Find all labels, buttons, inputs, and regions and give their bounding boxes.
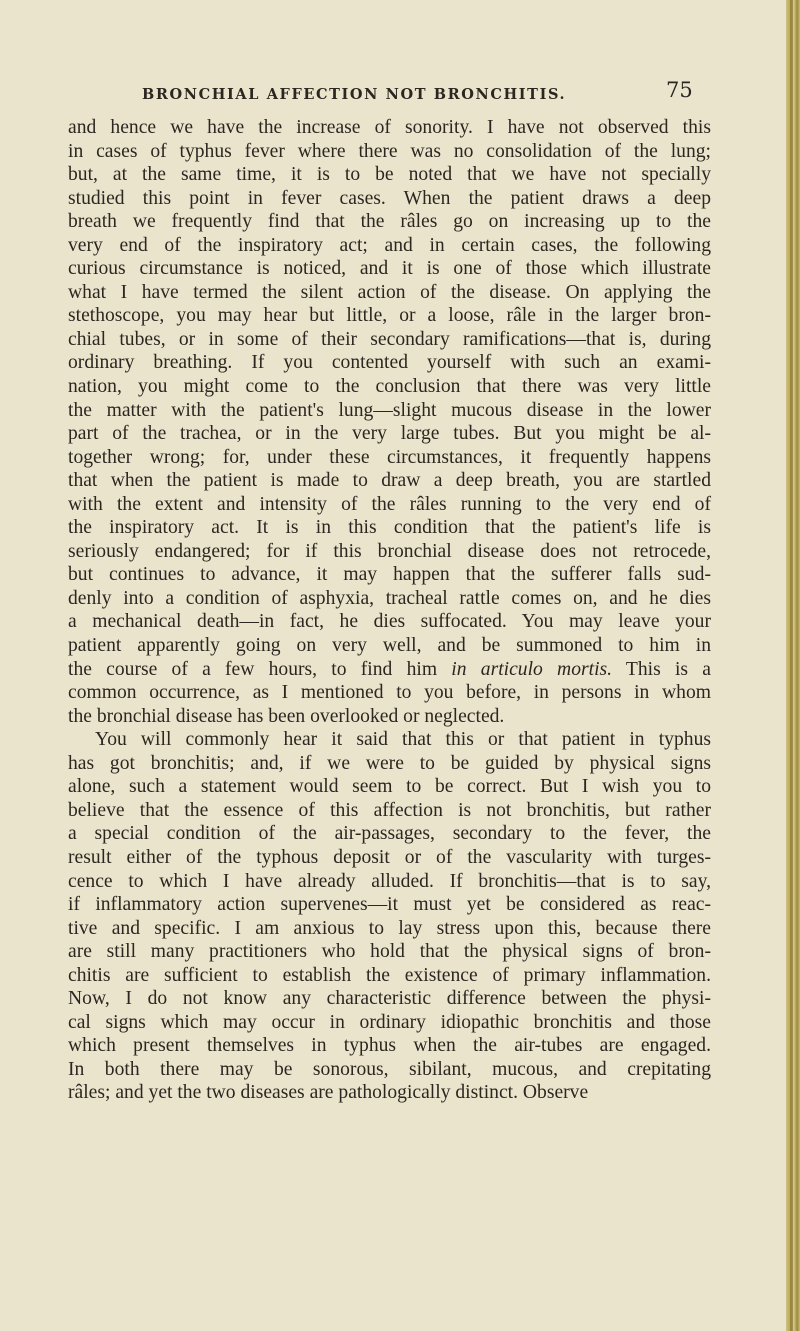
text-line: You will commonly hear it said that this or that patient in typhus bbox=[95, 729, 711, 751]
text-line: ordinary breathing. If you contented yourself with such an exami- bbox=[68, 352, 711, 374]
italic-phrase: in articulo mortis. bbox=[451, 658, 613, 680]
text-line: the bronchial disease has been overlooked or neglected. bbox=[68, 705, 505, 727]
book-edge bbox=[786, 0, 800, 1331]
text-line: chial tubes, or in some of their secondary ramifications—that is, during bbox=[68, 328, 711, 350]
text-line: cal signs which may occur in ordinary idiopathic bronchitis and those bbox=[68, 1011, 711, 1033]
page-header bbox=[142, 78, 722, 106]
text-line: cence to which I have already alluded. If bronchitis—that is to say, bbox=[68, 870, 711, 892]
text-line: which present themselves in typhus when the air-tubes are engaged. bbox=[68, 1035, 711, 1057]
text-line: together wrong; for, under these circumstances, it frequently happens bbox=[68, 446, 711, 468]
text-line: patient apparently going on very well, and be summoned to him in bbox=[68, 635, 711, 657]
running-title: BRONCHIAL AFFECTION NOT BRONCHITIS. bbox=[142, 86, 567, 103]
text-line: result either of the typhous deposit or of the vascularity with turges- bbox=[68, 846, 711, 868]
text-line: the inspiratory act. It is in this condition that the patient's life is bbox=[68, 517, 711, 539]
text-line: seriously endangered; for if this bronchial disease does not retrocede, bbox=[68, 540, 711, 562]
text-line: in cases of typhus fever where there was no consolidation of the lung; bbox=[68, 140, 711, 162]
text-line: but, at the same time, it is to be noted that we have not specially bbox=[68, 164, 711, 186]
text-line: a special condition of the air-passages, secondary to the fever, the bbox=[68, 823, 711, 845]
text-line: In both there may be sonorous, sibilant, mucous, and crepitating bbox=[68, 1058, 711, 1080]
text-line: curious circumstance is noticed, and it is one of those which illustrate bbox=[68, 258, 711, 280]
text-line: the course of a few hours, to find him in articulo mortis. This is a bbox=[68, 658, 711, 680]
text-line: a mechanical death—in fact, he dies suffocated. You may leave your bbox=[68, 611, 711, 633]
text-line: stethoscope, you may hear but little, or a loose, râle in the larger bron- bbox=[68, 305, 711, 327]
text-line: alone, such a statement would seem to be correct. But I wish you to bbox=[68, 776, 711, 798]
text-line: what I have termed the silent action of the disease. On applying the bbox=[68, 281, 711, 303]
text-line: if inflammatory action supervenes—it must yet be considered as reac- bbox=[68, 894, 711, 916]
text-line: common occurrence, as I mentioned to you before, in persons in whom bbox=[68, 682, 711, 704]
text-line: nation, you might come to the conclusion that there was very little bbox=[68, 376, 711, 398]
text-line: râles; and yet the two diseases are pathologically distinct. Observe bbox=[68, 1082, 589, 1104]
text-line: are still many practitioners who hold that the physical signs of bron- bbox=[68, 941, 711, 963]
body-text bbox=[68, 116, 711, 1105]
text-line: that when the patient is made to draw a deep breath, you are startled bbox=[68, 470, 711, 492]
page-number: 75 bbox=[666, 78, 693, 102]
text-line: chitis are sufficient to establish the existence of primary inflammation. bbox=[68, 964, 711, 986]
text-line: has got bronchitis; and, if we were to be guided by physical signs bbox=[68, 752, 711, 774]
text-line: denly into a condition of asphyxia, tracheal rattle comes on, and he dies bbox=[68, 587, 711, 609]
text-line: part of the trachea, or in the very large tubes. But you might be al- bbox=[68, 423, 711, 445]
text-line: very end of the inspiratory act; and in certain cases, the following bbox=[68, 234, 711, 256]
paragraph-1 bbox=[68, 116, 711, 728]
text-line: breath we frequently find that the râles go on increasing up to the bbox=[68, 211, 711, 233]
text-line: tive and specific. I am anxious to lay stress upon this, because there bbox=[68, 917, 711, 939]
text-line: Now, I do not know any characteristic difference between the physi- bbox=[68, 988, 711, 1010]
text-line: with the extent and intensity of the râles running to the very end of bbox=[68, 493, 711, 515]
paragraph-2 bbox=[68, 728, 711, 1105]
text-line: and hence we have the increase of sonority. I have not observed this bbox=[68, 117, 711, 138]
text-line: the matter with the patient's lung—slight mucous disease in the lower bbox=[68, 399, 711, 421]
text-line: believe that the essence of this affection is not bronchitis, but rather bbox=[68, 799, 711, 821]
text-line: but continues to advance, it may happen that the sufferer falls sud- bbox=[68, 564, 711, 586]
text-line: studied this point in fever cases. When the patient draws a deep bbox=[68, 187, 711, 209]
